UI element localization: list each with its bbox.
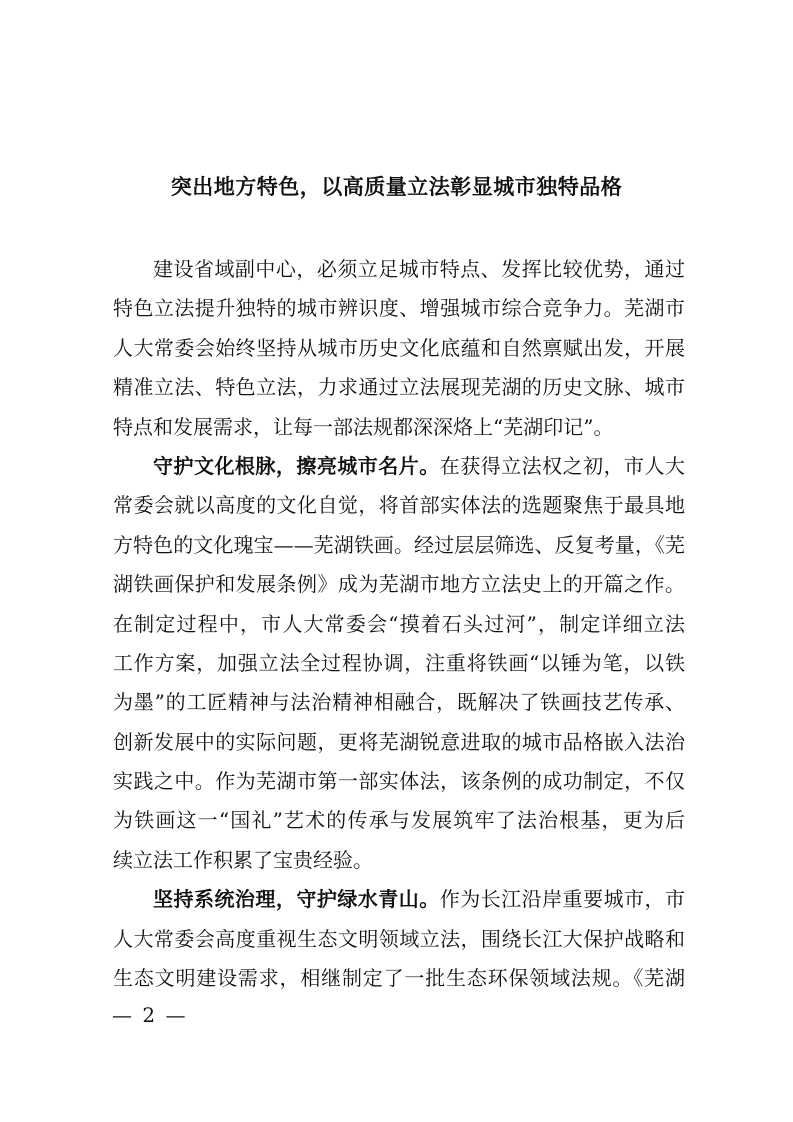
- paragraph-3-line-1: [113, 880, 685, 919]
- paragraph-1-line-5: 特点和发展需求，让每一部法规都深深烙上“芜湖印记”。: [113, 414, 614, 439]
- page-number: — 2 —: [112, 1003, 188, 1027]
- document-title: 突出地方特色，以高质量立法彰显城市独特品格: [170, 175, 623, 199]
- paragraph-2-line-10: 为铁画这一“国礼”艺术的传承与发展筑牢了法治根基，更为后: [113, 808, 685, 833]
- paragraph-2-line-7: 为墨”的工匠精神与法治精神相融合，既解决了铁画技艺传承、: [113, 690, 685, 715]
- paragraph-1-line-4: 精准立法、特色立法，力求通过立法展现芜湖的历史文脉、城市: [113, 375, 685, 400]
- paragraph-1-line-2: 特色立法提升独特的城市辨识度、增强城市综合竞争力。芜湖市: [113, 296, 685, 321]
- paragraph-2-line-5: 在制定过程中，市人大常委会“摸着石头过河”，制定详细立法: [113, 611, 685, 636]
- paragraph-2-line-3: 方特色的文化瑰宝——芜湖铁画。经过层层筛选、反复考量，《芜: [113, 532, 685, 557]
- paragraph-2-line-1: [113, 447, 685, 486]
- paragraph-2-line-4: 湖铁画保护和发展条例》成为芜湖市地方立法史上的开篇之作。: [113, 572, 685, 597]
- paragraph-2-lead: 守护文化根脉，擦亮城市名片。: [153, 453, 440, 478]
- paragraph-2-line-8: 创新发展中的实际问题，更将芜湖锐意进取的城市品格嵌入法治: [113, 729, 685, 754]
- paragraph-1-line-3: 人大常委会始终坚持从城市历史文化底蕴和自然禀赋出发，开展: [113, 335, 685, 360]
- paragraph-3-lead: 坚持系统治理，守护绿水青山。: [153, 887, 440, 912]
- paragraph-3-line-2: 人大常委会高度重视生态文明领域立法，围绕长江大保护战略和: [113, 926, 685, 951]
- paragraph-3-line-3: 生态文明建设需求，相继制定了一批生态环保领域法规。《芜湖: [113, 966, 685, 991]
- paragraph-1-line-1: 建设省域副中心，必须立足城市特点、发挥比较优势，通过: [153, 257, 685, 281]
- document-body: [113, 250, 685, 998]
- paragraph-2-line-9: 实践之中。作为芜湖市第一部实体法，该条例的成功制定，不仅: [113, 769, 685, 794]
- paragraph-2-line-11: 续立法工作积累了宝贵经验。: [113, 847, 373, 872]
- paragraph-2-line-6: 工作方案，加强立法全过程协调，注重将铁画“以锤为笔，以铁: [113, 650, 685, 675]
- paragraph-2-first-rest: 在获得立法权之初，市人大: [439, 453, 686, 478]
- paragraph-2-line-2: 常委会就以高度的文化自觉，将首部实体法的选题聚焦于最具地: [113, 493, 685, 518]
- paragraph-3-first-rest: 作为长江沿岸重要城市，市: [439, 887, 686, 912]
